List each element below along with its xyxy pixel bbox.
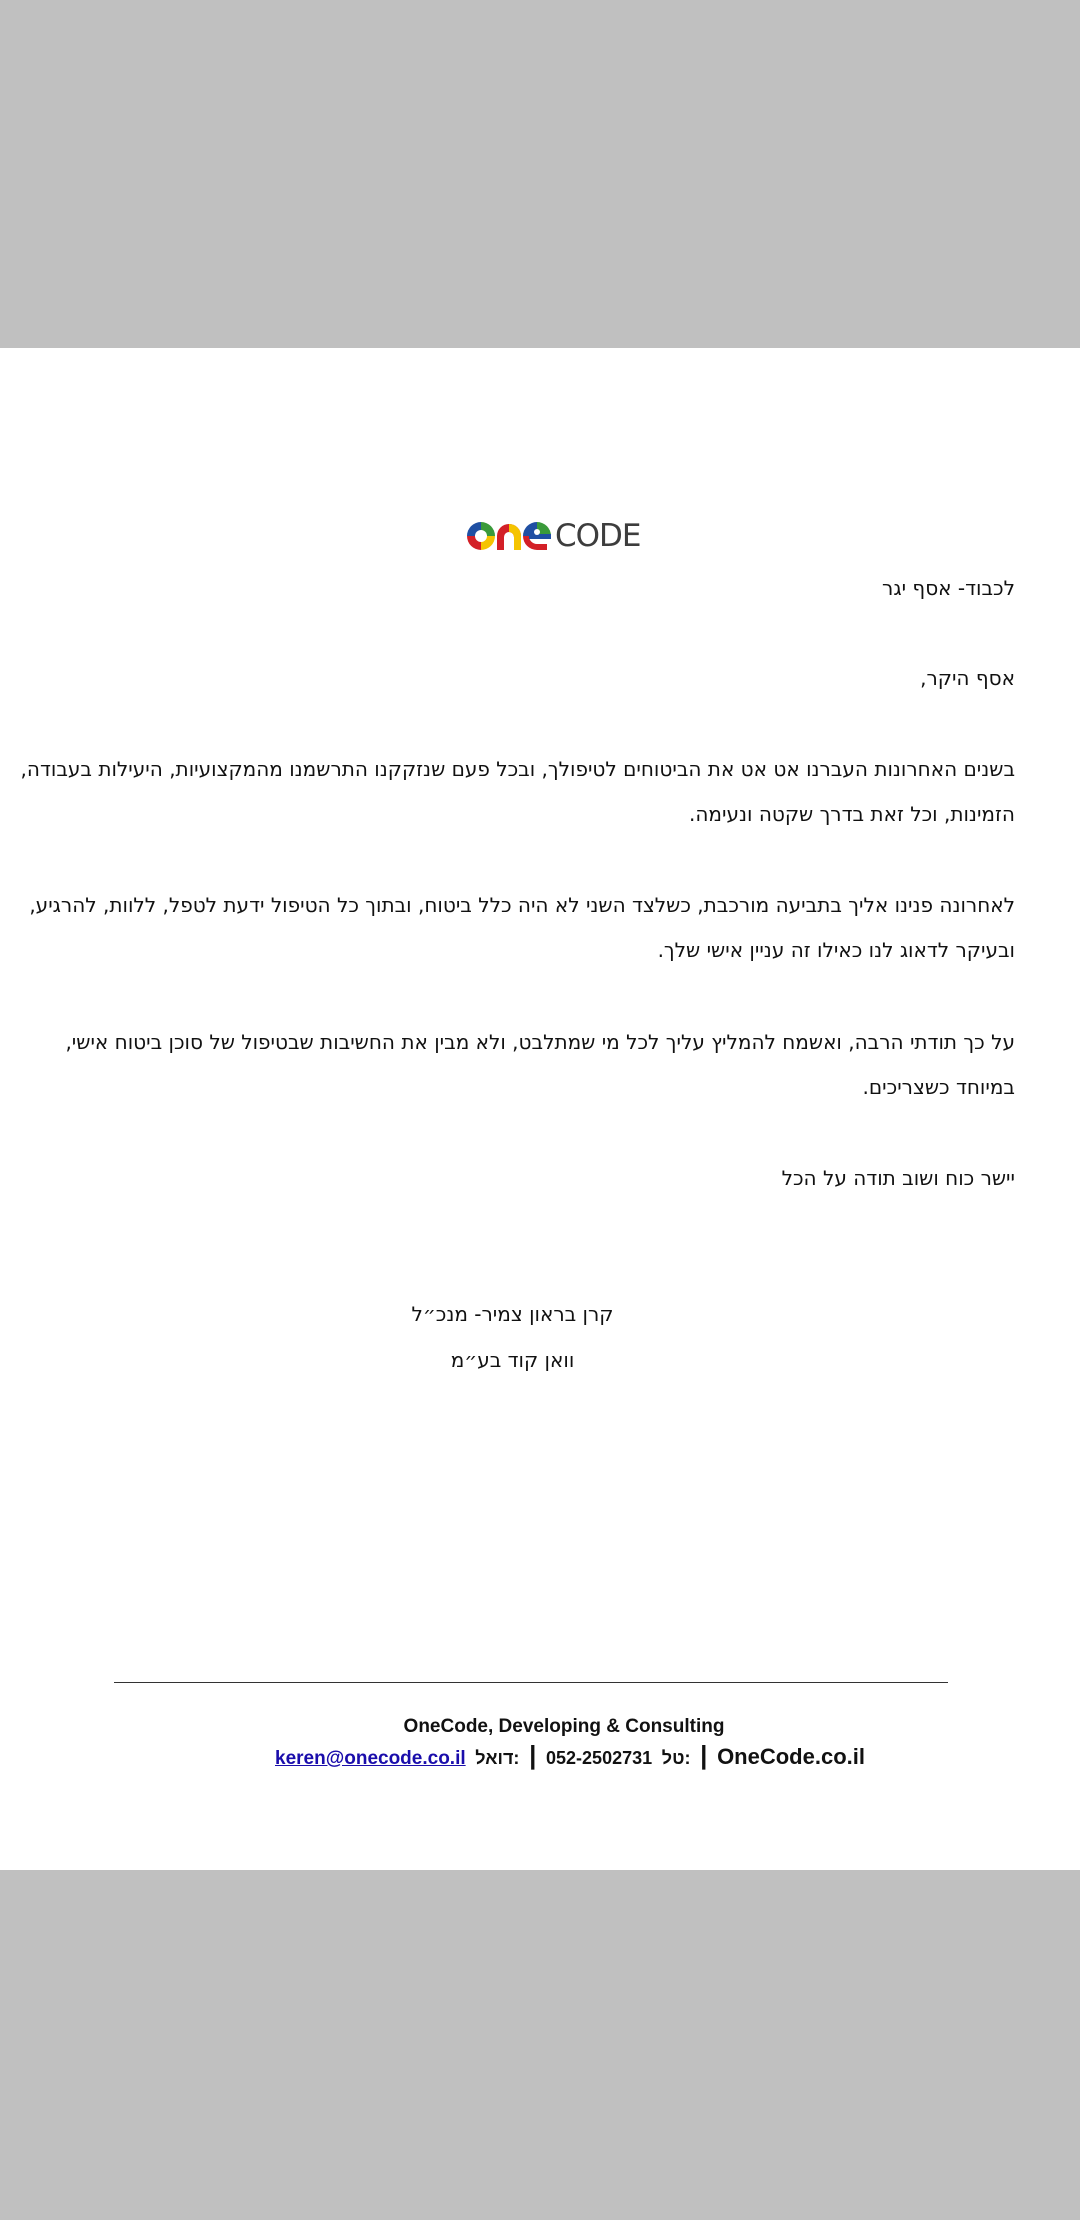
footer-contact-line bbox=[275, 1740, 865, 1770]
paragraph-3-line-2: במיוחד כשצריכים. bbox=[862, 1075, 1015, 1099]
paragraph-1-line-1: בשנים האחרונות העברנו אט אט את הביטוחים לטיפולך, ובכל פעם שנזקקנו התרשמנו מהמקצועיות, היעילות בעבודה, bbox=[20, 757, 1015, 781]
footer-email-label: דואל: bbox=[475, 1748, 520, 1768]
footer-separator: | bbox=[700, 1740, 708, 1770]
signature-company: וואן קוד בע״מ bbox=[450, 1348, 575, 1372]
footer-email-link[interactable]: keren@onecode.co.il bbox=[275, 1748, 466, 1769]
paragraph-1-line-2: הזמינות, וכל זאת בדרך שקטה ונעימה. bbox=[689, 802, 1015, 826]
paragraph-3-line-1: על כך תודתי הרבה, ואשמח להמליץ עליך לכל מי שמתלבט, ולא מבין את החשיבות שבטיפול של סוכן ביטוח אישי, bbox=[65, 1030, 1015, 1054]
onecode-logo bbox=[467, 516, 652, 556]
letter-closing: יישר כוח ושוב תודה על הכל bbox=[781, 1166, 1015, 1190]
letter-page bbox=[0, 348, 1080, 1870]
footer-company-name: OneCode, Developing & Consulting bbox=[403, 1716, 725, 1737]
paragraph-2-line-2: ובעיקר לדאוג לנו כאילו זה עניין אישי שלך. bbox=[657, 938, 1015, 962]
logo-code-text: CODE bbox=[555, 518, 641, 554]
letter-recipient: לכבוד- אסף יגר bbox=[882, 576, 1015, 600]
paragraph-2-line-1: לאחרונה פנינו אליך בתביעה מורכבת, כשלצד השני לא היה כלל ביטוח, ובתוך כל הטיפול ידעת לטפל, ללוות, להרגיע, bbox=[29, 893, 1015, 917]
onecode-logo-one-mark bbox=[467, 519, 554, 553]
footer-website: OneCode.co.il bbox=[717, 1744, 865, 1769]
letter-salutation: אסף היקר, bbox=[920, 666, 1015, 690]
signature-name: קרן בראון צמיר- מנכ״ל bbox=[411, 1302, 614, 1326]
footer-phone: 052-2502731 bbox=[546, 1748, 653, 1768]
footer-phone-label: טל: bbox=[661, 1748, 691, 1768]
footer-divider bbox=[114, 1682, 948, 1683]
footer-separator: | bbox=[529, 1740, 537, 1770]
